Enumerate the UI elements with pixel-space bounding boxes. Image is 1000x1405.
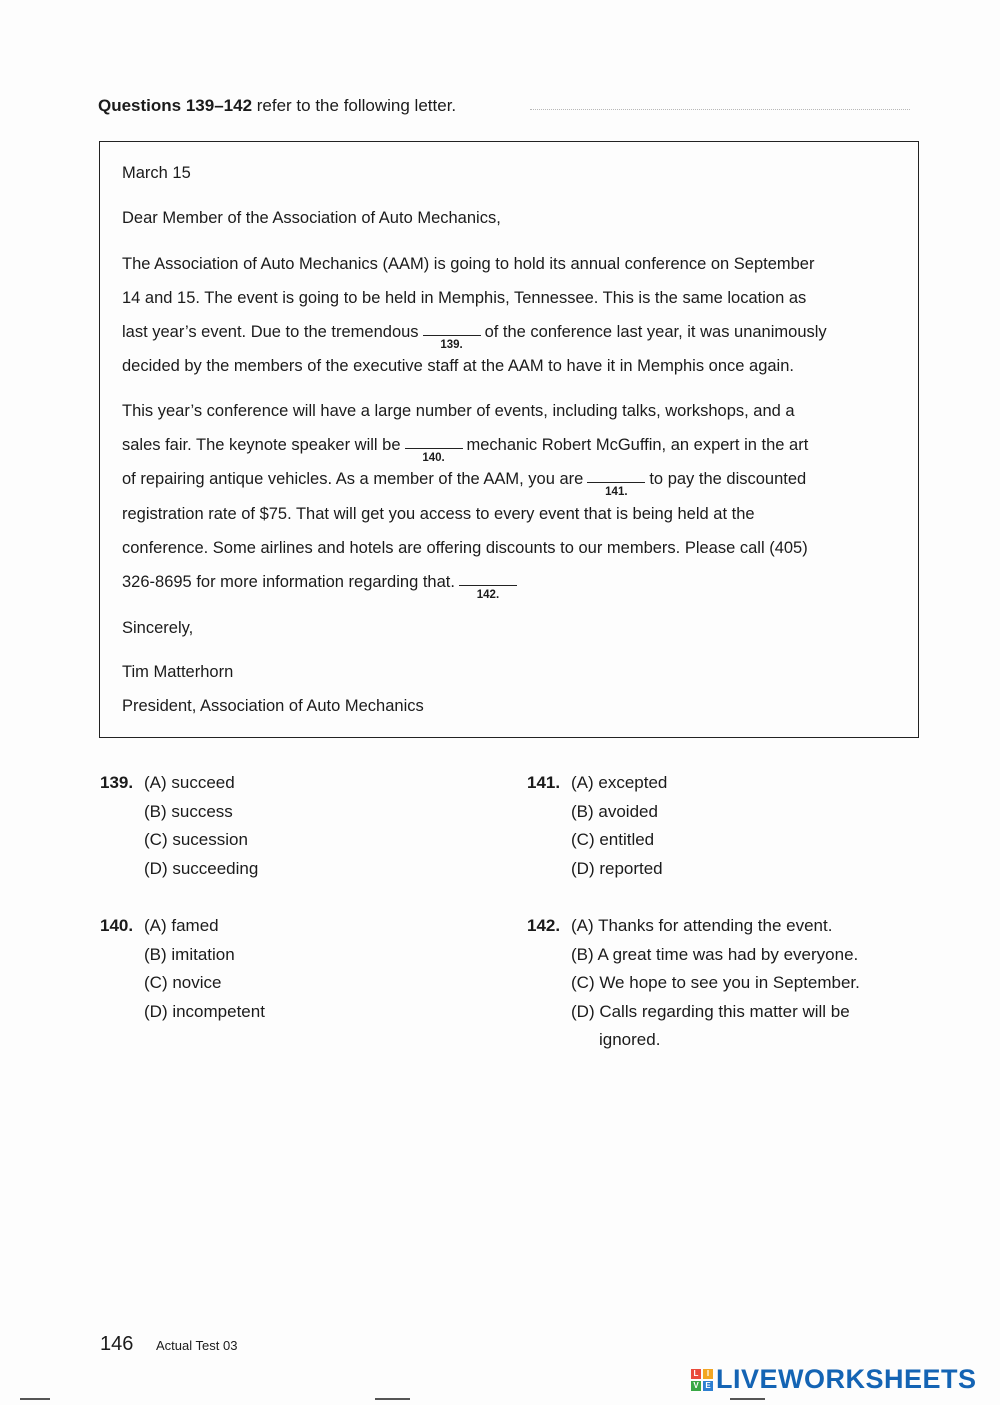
letter-p1-line3 — [122, 323, 827, 351]
letter-date: March 15 — [122, 164, 191, 182]
option-d[interactable]: (D) Calls regarding this matter will be — [571, 1002, 850, 1021]
letter-p1-line2: 14 and 15. The event is going to be held in Memphis, Tennessee. This is the same location as — [122, 289, 807, 307]
scan-noise — [530, 109, 910, 111]
blank-141-label: 141. — [605, 486, 628, 498]
blank-142-label: 142. — [476, 589, 500, 601]
letter-signer-title: President, Association of Auto Mechanics — [122, 697, 424, 715]
question-140 — [100, 916, 500, 1036]
option-a[interactable]: (A) famed — [144, 916, 219, 935]
letter-p1-line4: decided by the members of the executive staff at the AAM to have it in Memphis once again. — [122, 357, 794, 375]
question-139 — [100, 773, 500, 893]
letter-p2-line6 — [122, 573, 521, 601]
p1-line3-start: last year’s event. Due to the tremendous — [122, 323, 419, 341]
logo-tile-l: L — [691, 1369, 701, 1379]
option-b[interactable]: (B) avoided — [571, 802, 658, 821]
letter-p2-line4: registration rate of $75. That will get you access to every event that is being held at the — [122, 505, 755, 523]
letter-signer: Tim Matterhorn — [122, 663, 234, 681]
p2-line2-end: mechanic Robert McGuffin, an expert in the art — [466, 436, 809, 454]
option-c[interactable]: (C) sucession — [144, 830, 248, 849]
letter-closing: Sincerely, — [122, 619, 194, 637]
letter-greeting: Dear Member of the Association of Auto Mechanics, — [122, 209, 501, 227]
p1-line3-end: of the conference last year, it was unanimously — [484, 323, 827, 341]
footer-title: Actual Test 03 — [156, 1338, 238, 1353]
option-b[interactable]: (B) A great time was had by everyone. — [571, 945, 859, 964]
question-141 — [527, 773, 947, 893]
blank-140[interactable] — [405, 447, 463, 464]
scan-edge-mark — [20, 1398, 50, 1400]
option-d[interactable]: (D) incompetent — [144, 1002, 265, 1021]
option-a[interactable]: (A) Thanks for attending the event. — [571, 916, 833, 935]
logo-tile-e: E — [703, 1381, 713, 1391]
letter-box — [99, 141, 919, 738]
option-a[interactable]: (A) excepted — [571, 773, 668, 792]
scan-edge-mark — [375, 1398, 410, 1400]
blank-139[interactable] — [423, 334, 481, 351]
logo-text: LIVEWORKSHEETS — [716, 1364, 977, 1394]
letter-p2-line2 — [122, 436, 809, 464]
option-c[interactable]: (C) entitled — [571, 830, 655, 849]
p2-line6-text: 326-8695 for more information regarding that. — [122, 573, 455, 591]
option-d-continued: ignored. — [599, 1030, 661, 1049]
p2-line3-end: to pay the discounted — [649, 470, 807, 488]
liveworksheets-logo[interactable] — [691, 1364, 977, 1395]
question-142 — [527, 916, 947, 1066]
question-number: 142. — [527, 916, 561, 935]
option-d[interactable]: (D) reported — [571, 859, 663, 878]
blank-140-label: 140. — [422, 452, 445, 464]
intro-line — [98, 96, 456, 116]
option-b[interactable]: (B) success — [144, 802, 233, 821]
blank-141[interactable] — [587, 481, 645, 498]
letter-p2-line1: This year’s conference will have a large number of events, including talks, workshops, and a — [122, 402, 795, 420]
p2-line3-start: of repairing antique vehicles. As a member of the AAM, you are — [122, 470, 584, 488]
logo-tile-v: V — [691, 1381, 701, 1391]
letter-p2-line5: conference. Some airlines and hotels are offering discounts to our members. Please call (405) — [122, 539, 808, 557]
letter-p1-line1: The Association of Auto Mechanics (AAM) is going to hold its annual conference on September — [122, 255, 815, 273]
question-number: 140. — [100, 916, 134, 935]
question-number: 141. — [527, 773, 561, 792]
question-number: 139. — [100, 773, 134, 792]
intro-bold: Questions 139–142 — [98, 96, 253, 115]
option-c[interactable]: (C) novice — [144, 973, 222, 992]
blank-142[interactable] — [459, 584, 517, 601]
logo-tile-i: I — [703, 1369, 713, 1379]
option-b[interactable]: (B) imitation — [144, 945, 235, 964]
logo-grid-icon — [691, 1369, 713, 1391]
option-a[interactable]: (A) succeed — [144, 773, 235, 792]
p2-line2-start: sales fair. The keynote speaker will be — [122, 436, 401, 454]
option-d[interactable]: (D) succeeding — [144, 859, 259, 878]
intro-rest: refer to the following letter. — [252, 96, 457, 115]
option-c[interactable]: (C) We hope to see you in September. — [571, 973, 860, 992]
scan-edge-mark — [730, 1398, 765, 1400]
page-number: 146 — [100, 1333, 134, 1355]
letter-p2-line3 — [122, 470, 807, 498]
blank-139-label: 139. — [440, 339, 463, 351]
